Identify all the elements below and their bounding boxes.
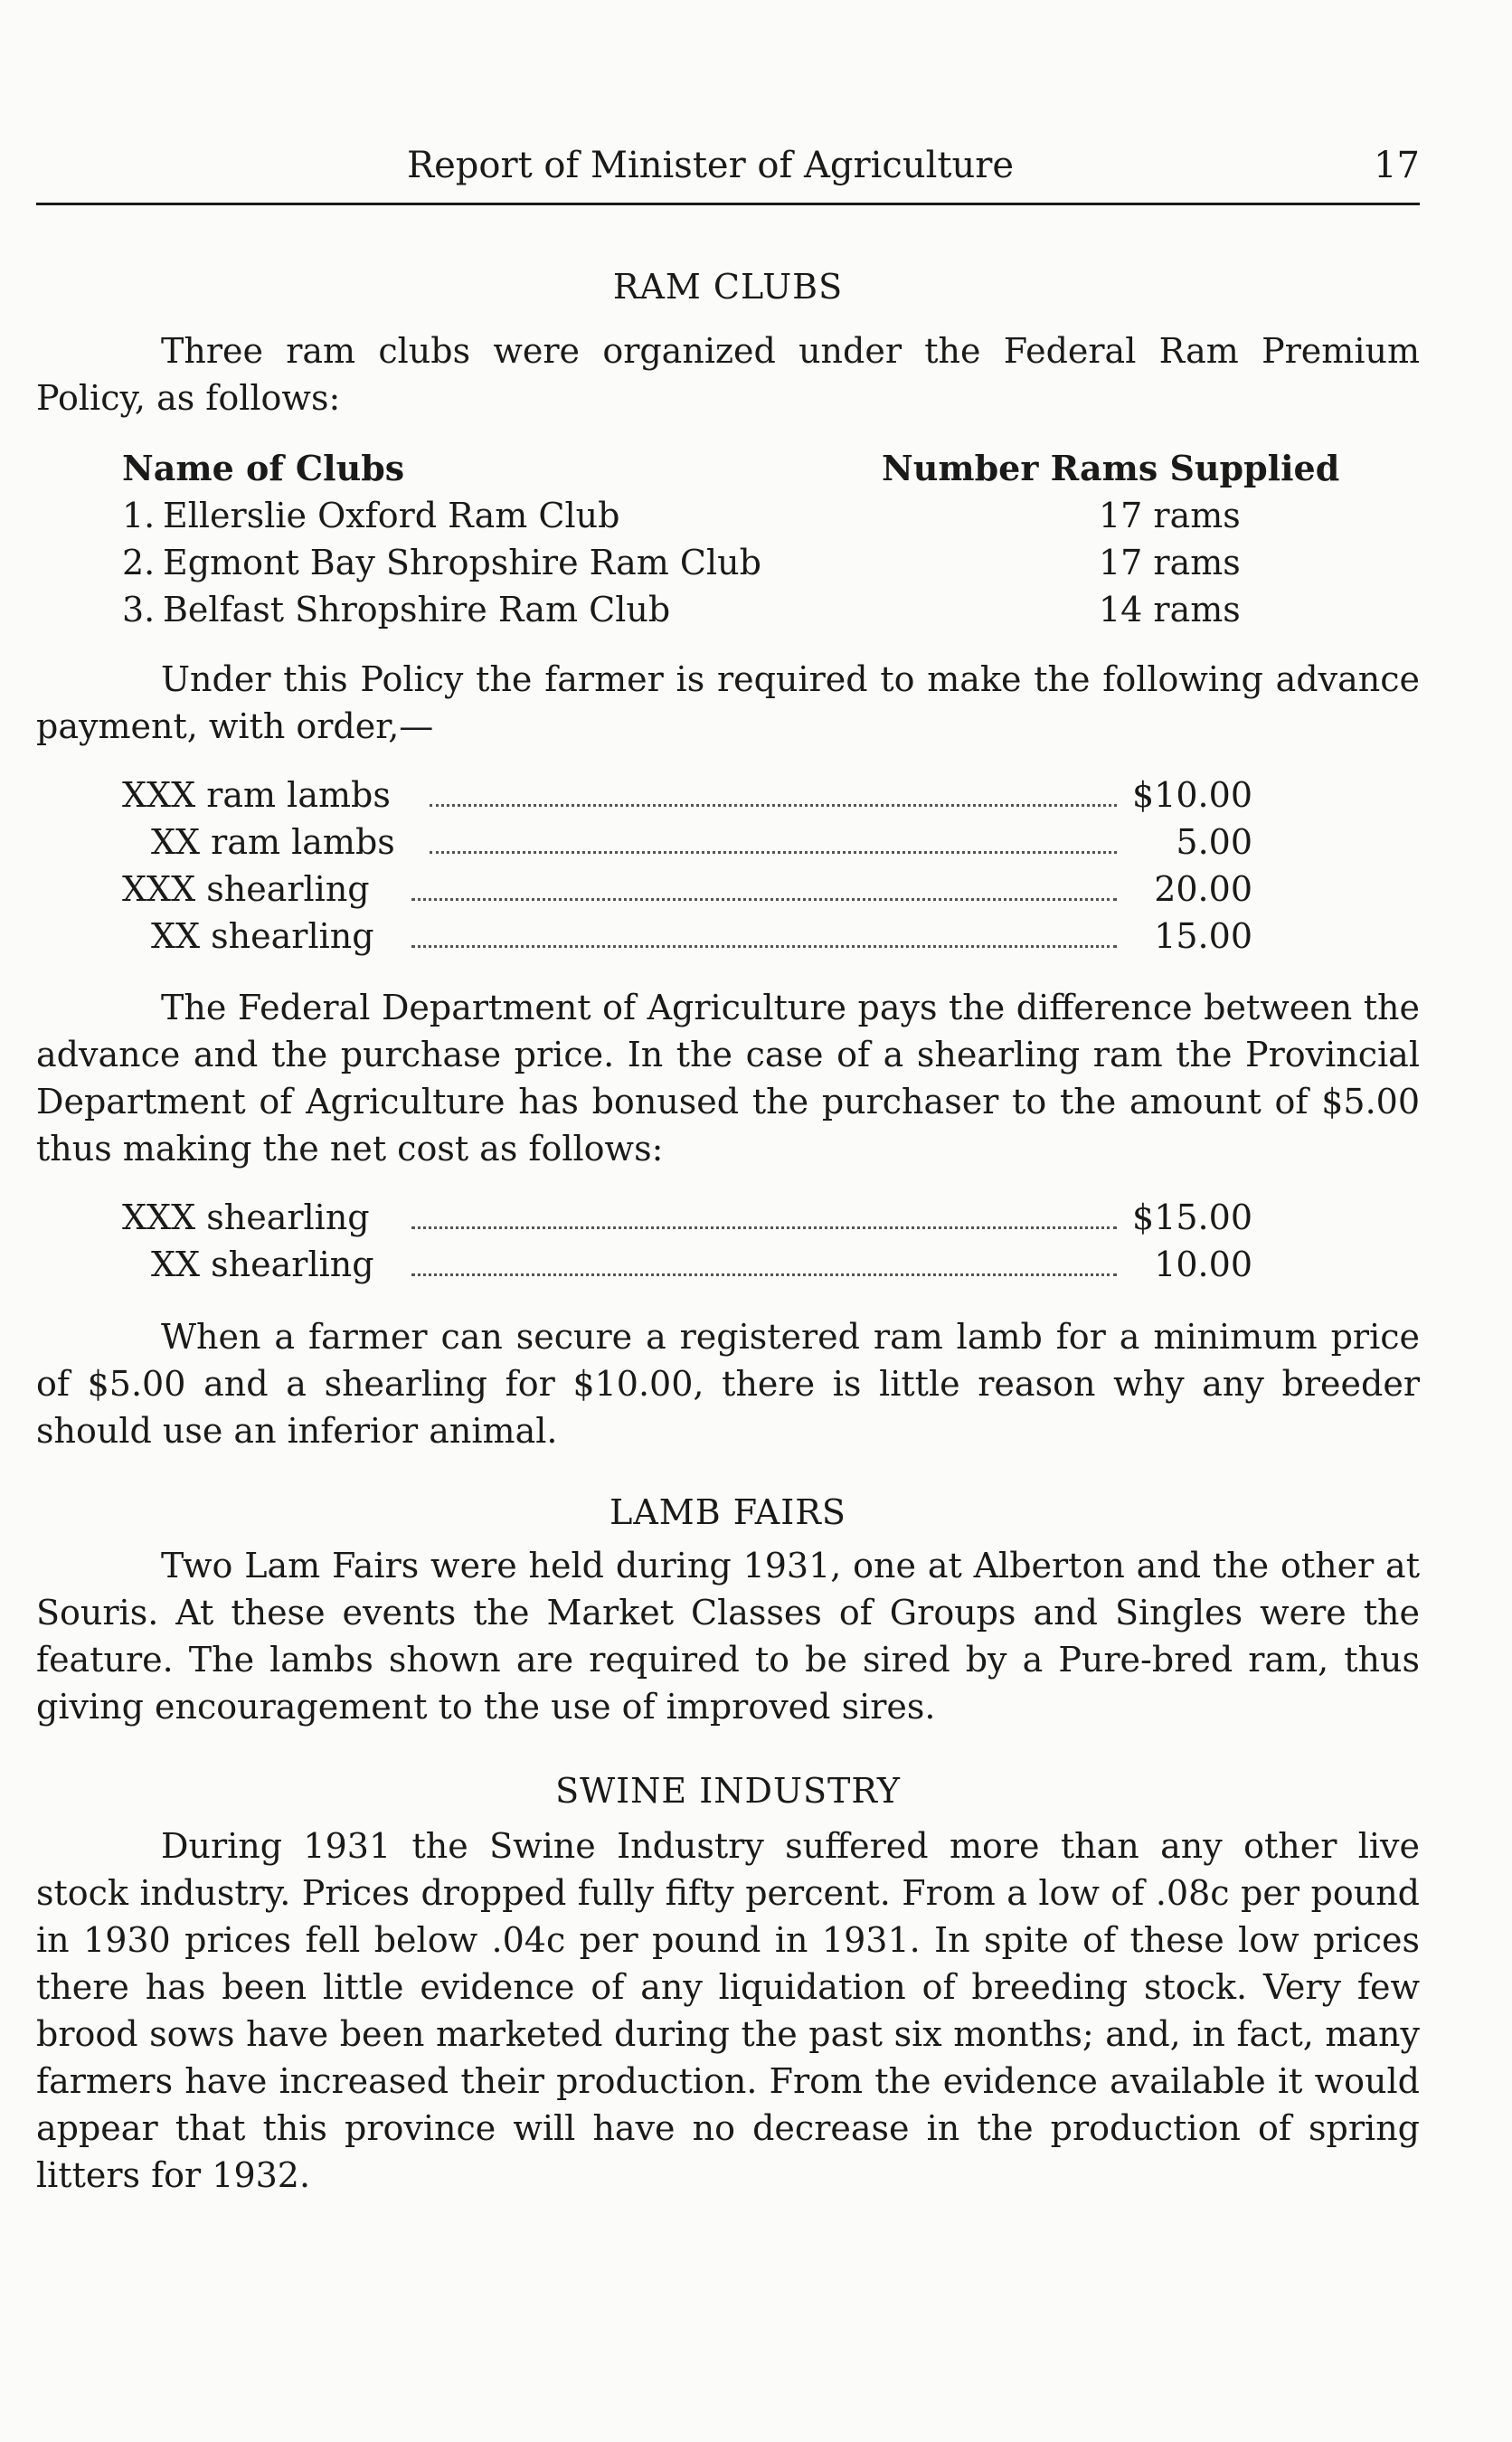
leader-dots xyxy=(411,1226,1117,1229)
federal-text: The Federal Department of Agriculture pays the difference between the advance and the purchase price. In the case of a shearling ram the Provincial Department of Agriculture has bonused the purchaser to the amount of $5.00 thus making the net cost as follows: xyxy=(36,988,1420,1169)
policy-block xyxy=(36,656,1420,750)
advance-payment-row xyxy=(122,866,1252,913)
lamb-fairs-block xyxy=(36,1542,1420,1730)
club-row xyxy=(122,586,1388,633)
page-number: 17 xyxy=(1374,145,1420,186)
leader-dots xyxy=(411,898,1117,901)
payment-label: XX ram lambs xyxy=(151,819,404,866)
payment-label: XXX ram lambs xyxy=(122,771,400,819)
report-title: Report of Minister of Agriculture xyxy=(407,145,1014,186)
swine-industry-heading: SWINE INDUSTRY xyxy=(555,1771,901,1811)
club-name: Egmont Bay Shropshire Ram Club xyxy=(163,543,761,582)
net-cost-amount: $15.00 xyxy=(1127,1194,1252,1241)
net-cost-amount: 10.00 xyxy=(1148,1241,1252,1288)
advance-payment-row xyxy=(122,771,1252,819)
club-number: 3. xyxy=(122,590,156,629)
ram-clubs-intro-block xyxy=(36,327,1420,421)
lamb-fairs-text: Two Lam Fairs were held during 1931, one at Alberton and the other at Souris. At these events the Market Classes of Groups and Singles were the feature. The lambs shown are required to be sired by a Pure-bred ram, thus giving encouragement to the use of improved sires. xyxy=(36,1546,1420,1727)
ram-clubs-intro: Three ram clubs were organized under the Federal Ram Premium Policy, as follows: xyxy=(36,331,1420,418)
club-name: Ellerslie Oxford Ram Club xyxy=(163,496,620,535)
leader-dots xyxy=(411,945,1117,948)
running-header xyxy=(36,145,1420,205)
closing-block xyxy=(36,1313,1420,1454)
ram-clubs-heading: RAM CLUBS xyxy=(612,267,844,307)
clubs-column-number: Number Rams Supplied xyxy=(882,448,1340,488)
club-row xyxy=(122,492,1388,539)
club-name: Belfast Shropshire Ram Club xyxy=(163,590,671,629)
payment-amount: $10.00 xyxy=(1127,771,1252,819)
club-rams-count: 17 rams xyxy=(1099,543,1241,582)
leader-dots xyxy=(430,851,1117,854)
net-cost-label: XXX shearling xyxy=(122,1194,379,1241)
net-cost-label: XX shearling xyxy=(151,1241,383,1288)
advance-payment-row xyxy=(122,819,1252,866)
club-row xyxy=(122,539,1388,586)
closing-text: When a farmer can secure a registered ram lamb for a minimum price of $5.00 and a shearling for $10.00, there is little reason why any breeder should use an inferior animal. xyxy=(36,1317,1420,1451)
club-number: 1. xyxy=(122,496,156,535)
leader-dots xyxy=(411,1273,1117,1276)
policy-text: Under this Policy the farmer is required to make the following advance payment, with order,— xyxy=(36,659,1420,746)
net-cost-row xyxy=(122,1241,1252,1288)
payment-label: XXX shearling xyxy=(122,866,379,913)
clubs-column-name: Name of Clubs xyxy=(122,448,405,488)
payment-amount: 5.00 xyxy=(1170,819,1252,866)
club-rams-count: 17 rams xyxy=(1099,496,1241,535)
swine-industry-block xyxy=(36,1822,1420,2199)
federal-block xyxy=(36,984,1420,1172)
payment-amount: 15.00 xyxy=(1148,913,1252,960)
leader-dots xyxy=(430,804,1117,807)
swine-industry-text: During 1931 the Swine Industry suffered more than any other live stock industry. Prices dropped fully fifty percent. From a low of .08c per pound in 1930 prices fell below .04c per pound in 1931. In spite of these low prices there has been little evidence of any liquidation of breeding stock. Very few brood sows have been marketed during the past six months; and, in fact, many farmers have increased their production. From the evidence available it would appear that this province will have no decrease in the production of spring litters for 1932. xyxy=(36,1826,1420,2195)
club-rams-count: 14 rams xyxy=(1099,590,1241,629)
advance-payment-row xyxy=(122,913,1252,960)
payment-label: XX shearling xyxy=(151,913,383,960)
club-number: 2. xyxy=(122,543,156,582)
payment-amount: 20.00 xyxy=(1148,866,1252,913)
net-cost-row xyxy=(122,1194,1252,1241)
lamb-fairs-heading: LAMB FAIRS xyxy=(610,1492,846,1532)
